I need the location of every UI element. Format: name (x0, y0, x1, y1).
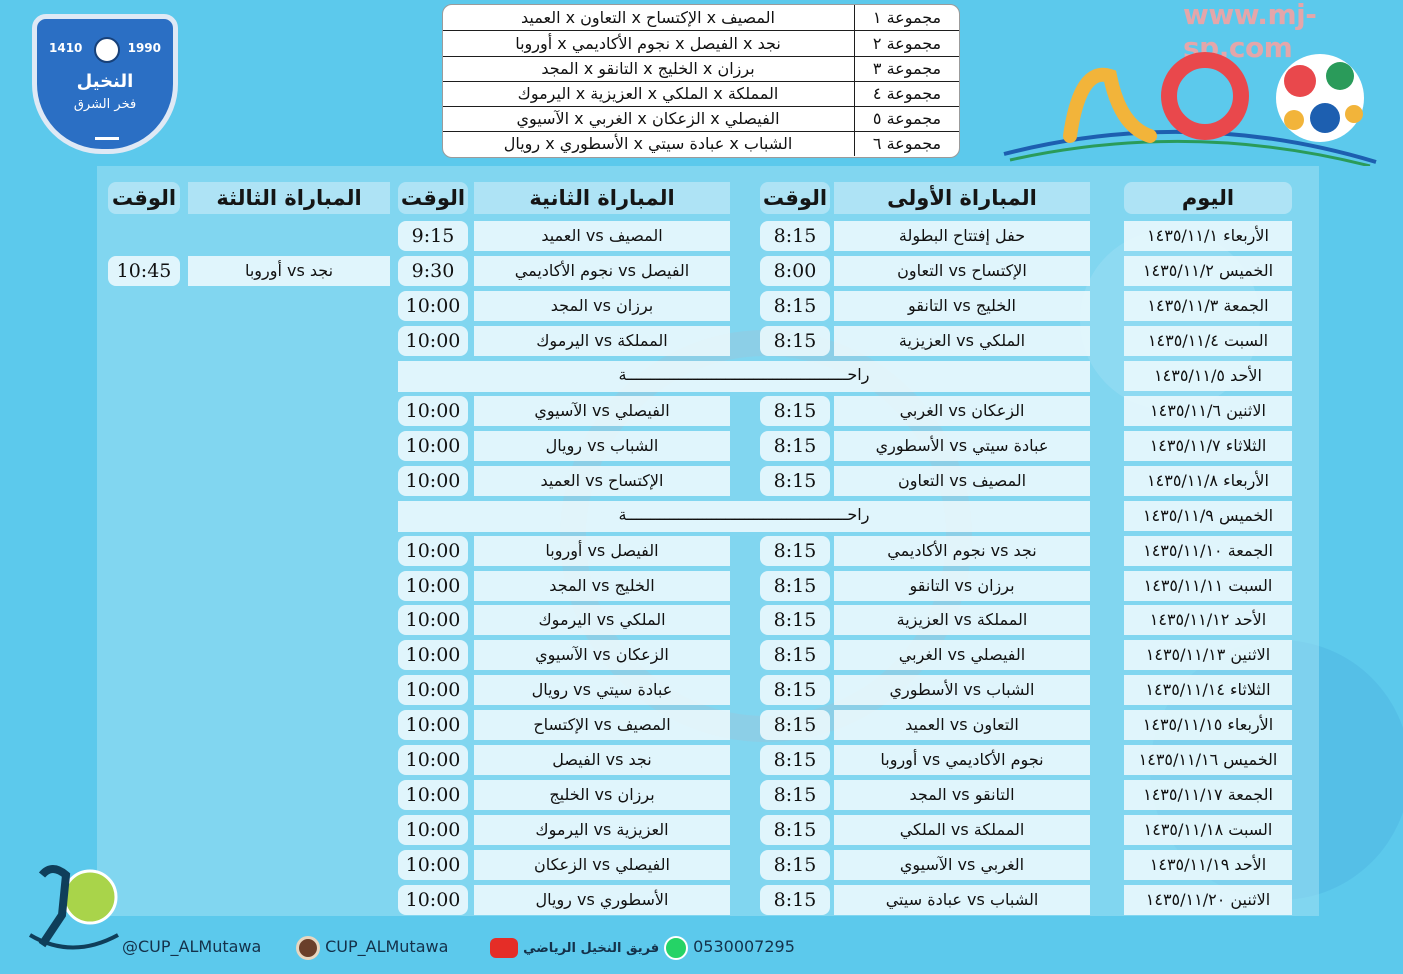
schedule-day-cell: الأحد ١٤٣٥/١١/١٩ (1124, 850, 1292, 880)
schedule-day-cell: السبت ١٤٣٥/١١/١٨ (1124, 815, 1292, 845)
time2-cell: 9:15 (398, 221, 468, 251)
group-teams: اليرموك x العزيزية x الملكي x المملكة (517, 84, 779, 103)
footer-whatsapp[interactable] (664, 934, 795, 960)
time2-cell: 10:00 (398, 291, 468, 321)
logo-slogan: فخر الشرق (73, 97, 137, 112)
schedule-day-cell: الأربعاء ١٤٣٥/١١/٨ (1124, 466, 1292, 496)
groups-table (442, 4, 960, 158)
schedule-day-cell: الاثنين ١٤٣٥/١١/١٣ (1124, 640, 1292, 670)
whatsapp-number: 0530007295 (693, 937, 795, 956)
instagram-handle: CUP_ALMutawa (325, 937, 449, 956)
schedule-day-cell: الاثنين ١٤٣٥/١١/٢٠ (1124, 885, 1292, 915)
logo-year-right: 1990 (127, 41, 161, 55)
match2-cell: رويال vs الأسطوري (474, 885, 730, 915)
time2-cell: 10:00 (398, 745, 468, 775)
time1-cell: 8:15 (760, 326, 830, 356)
schedule-day-cell: الخميس ١٤٣٥/١١/١٦ (1124, 745, 1292, 775)
time2-cell: 10:00 (398, 605, 468, 635)
match1-cell: التانقو vs الخليج (834, 291, 1090, 321)
time2-cell: 10:00 (398, 675, 468, 705)
time2-cell: 10:00 (398, 536, 468, 566)
header-time2: الوقت (398, 182, 468, 214)
match2-cell: العميد vs المصيف (474, 221, 730, 251)
schedule-day-cell: الأربعاء ١٤٣٥/١١/١ (1124, 221, 1292, 251)
rest-label: راحـــــــــــــــــــــــــــــــــــــــــــــــة (618, 365, 870, 384)
schedule-day-cell: الأحد ١٤٣٥/١١/٥ (1124, 361, 1292, 391)
match2-cell: رويال vs الشباب (474, 431, 730, 461)
group-teams: أوروبا x نجوم الأكاديمي x الفيصل x نجد (515, 34, 781, 53)
tournament-logo-icon (1000, 36, 1380, 166)
time2-cell: 10:00 (398, 326, 468, 356)
youtube-channel: فريق النخيل الرياضي (523, 941, 660, 956)
group-teams: المجد x التانقو x الخليج x برزان (541, 59, 755, 78)
time1-cell: 8:15 (760, 815, 830, 845)
schedule-day-cell: الأربعاء ١٤٣٥/١١/١٥ (1124, 710, 1292, 740)
match2-cell: اليرموك vs الملكي (474, 605, 730, 635)
time1-cell: 8:15 (760, 710, 830, 740)
rest-label: راحـــــــــــــــــــــــــــــــــــــــــــــــة (618, 505, 870, 524)
header-match2: المباراة الثانية (474, 182, 730, 214)
site-watermark: www.mj-sp.com (1183, 0, 1317, 64)
time2-cell: 10:00 (398, 431, 468, 461)
match1-cell: الأسطوري vs عبادة سيتي (834, 431, 1090, 461)
match2-cell: الإكتساح vs المصيف (474, 710, 730, 740)
group-row (443, 106, 959, 132)
time2-cell: 10:00 (398, 710, 468, 740)
match2-cell: العميد vs الإكتساح (474, 466, 730, 496)
match1-cell: الغربي vs الفيصلي (834, 640, 1090, 670)
schedule-day-cell: الجمعة ١٤٣٥/١١/١٧ (1124, 780, 1292, 810)
group-row (443, 81, 959, 107)
group-name: مجموعة ٣ (854, 56, 959, 81)
match1-cell: عبادة سيتي vs الشباب (834, 885, 1090, 915)
time2-cell: 10:00 (398, 571, 468, 601)
match2-cell: اليرموك vs المملكة (474, 326, 730, 356)
group-name: مجموعة ٥ (854, 106, 959, 131)
header-day: اليوم (1124, 182, 1292, 214)
time1-cell: 8:15 (760, 571, 830, 601)
time2-cell: 10:00 (398, 885, 468, 915)
footer-youtube[interactable] (490, 934, 659, 960)
twitter-handle: @CUP_ALMutawa (122, 937, 262, 956)
match2-cell: الآسيوي vs الزعكان (474, 640, 730, 670)
match1-cell: العميد vs التعاون (834, 710, 1090, 740)
whatsapp-icon (664, 936, 688, 960)
header-time3: الوقت (108, 182, 180, 214)
group-row (443, 31, 959, 57)
time2-cell: 10:00 (398, 815, 468, 845)
match2-cell: أوروبا vs الفيصل (474, 536, 730, 566)
time1-cell: 8:15 (760, 745, 830, 775)
header-match3: المباراة الثالثة (188, 182, 390, 214)
time1-cell: 8:15 (760, 221, 830, 251)
time2-cell: 10:00 (398, 850, 468, 880)
club-logo (32, 14, 178, 154)
match1-cell: التعاون vs الإكتساح (834, 256, 1090, 286)
match1-cell: التعاون vs المصيف (834, 466, 1090, 496)
time1-cell: 8:15 (760, 640, 830, 670)
youtube-icon (490, 938, 518, 958)
match2-cell: رويال vs عبادة سيتي (474, 675, 730, 705)
match1-cell: الأسطوري vs الشباب (834, 675, 1090, 705)
schedule-day-cell: الثلاثاء ١٤٣٥/١١/١٤ (1124, 675, 1292, 705)
time1-cell: 8:15 (760, 396, 830, 426)
match3-cell: أوروبا vs نجد (188, 256, 390, 286)
rest-day-row (398, 501, 1090, 532)
group-teams: العميد x التعاون x الإكتساح x المصيف (521, 8, 775, 27)
time1-cell: 8:15 (760, 780, 830, 810)
match1-cell: حفل إفتتاح البطولة (834, 221, 1090, 251)
time1-cell: 8:15 (760, 466, 830, 496)
time2-cell: 10:00 (398, 396, 468, 426)
group-name: مجموعة ١ (854, 5, 959, 30)
logo-club-name: النخيل (76, 71, 134, 92)
group-row (443, 131, 959, 156)
schedule-day-cell: الجمعة ١٤٣٥/١١/٣ (1124, 291, 1292, 321)
match1-cell: المجد vs التانقو (834, 780, 1090, 810)
match2-cell: المجد vs برزان (474, 291, 730, 321)
schedule-day-cell: الاثنين ١٤٣٥/١١/٦ (1124, 396, 1292, 426)
schedule-day-cell: السبت ١٤٣٥/١١/٤ (1124, 326, 1292, 356)
footer-twitter[interactable] (122, 934, 261, 960)
player-logo-icon (22, 855, 122, 955)
group-name: مجموعة ٤ (854, 81, 959, 106)
match1-cell: أوروبا vs نجوم الأكاديمي (834, 745, 1090, 775)
instagram-icon (296, 936, 320, 960)
time1-cell: 8:15 (760, 291, 830, 321)
time1-cell: 8:15 (760, 605, 830, 635)
match1-cell: الآسيوي vs الغربي (834, 850, 1090, 880)
match1-cell: نجوم الأكاديمي vs نجد (834, 536, 1090, 566)
time3-cell: 10:45 (108, 256, 180, 286)
group-row (443, 5, 959, 31)
match1-cell: التانقو vs برزان (834, 571, 1090, 601)
schedule-day-cell: الأحد ١٤٣٥/١١/١٢ (1124, 605, 1292, 635)
match1-cell: العزيزية vs الملكي (834, 326, 1090, 356)
swords-emblem-icon (95, 119, 119, 140)
time2-cell: 10:00 (398, 640, 468, 670)
ball-icon (94, 37, 120, 63)
schedule-day-cell: الجمعة ١٤٣٥/١١/١٠ (1124, 536, 1292, 566)
match1-cell: الملكي vs المملكة (834, 815, 1090, 845)
match2-cell: المجد vs الخليج (474, 571, 730, 601)
schedule-day-cell: الخميس ١٤٣٥/١١/٢ (1124, 256, 1292, 286)
time1-cell: 8:15 (760, 675, 830, 705)
match1-cell: الغربي vs الزعكان (834, 396, 1090, 426)
header-time1: الوقت (760, 182, 830, 214)
match2-cell: الخليج vs برزان (474, 780, 730, 810)
match2-cell: نجوم الأكاديمي vs الفيصل (474, 256, 730, 286)
time1-cell: 8:15 (760, 885, 830, 915)
schedule-day-cell: الثلاثاء ١٤٣٥/١١/٧ (1124, 431, 1292, 461)
match2-cell: الزعكان vs الفيصلي (474, 850, 730, 880)
time1-cell: 8:15 (760, 431, 830, 461)
match2-cell: الآسيوي vs الفيصلي (474, 396, 730, 426)
match1-cell: العزيزية vs المملكة (834, 605, 1090, 635)
schedule-day-cell: الخميس ١٤٣٥/١١/٩ (1124, 501, 1292, 531)
footer-instagram[interactable] (296, 934, 448, 960)
match2-cell: الفيصل vs نجد (474, 745, 730, 775)
header-match1: المباراة الأولى (834, 182, 1090, 214)
time2-cell: 10:00 (398, 466, 468, 496)
group-row (443, 56, 959, 82)
time1-cell: 8:15 (760, 850, 830, 880)
time1-cell: 8:15 (760, 536, 830, 566)
match2-cell: اليرموك vs العزيزية (474, 815, 730, 845)
group-name: مجموعة ٦ (854, 131, 959, 156)
group-teams: الآسيوي x الغربي x الزعكان x الفيصلي (516, 109, 780, 128)
time2-cell: 10:00 (398, 780, 468, 810)
time1-cell: 8:00 (760, 256, 830, 286)
schedule-day-cell: السبت ١٤٣٥/١١/١١ (1124, 571, 1292, 601)
logo-year-left: 1410 (49, 41, 83, 55)
time2-cell: 9:30 (398, 256, 468, 286)
group-teams: رويال x الأسطوري x عبادة سيتي x الشباب (503, 134, 793, 153)
rest-day-row (398, 361, 1090, 392)
group-name: مجموعة ٢ (854, 31, 959, 56)
